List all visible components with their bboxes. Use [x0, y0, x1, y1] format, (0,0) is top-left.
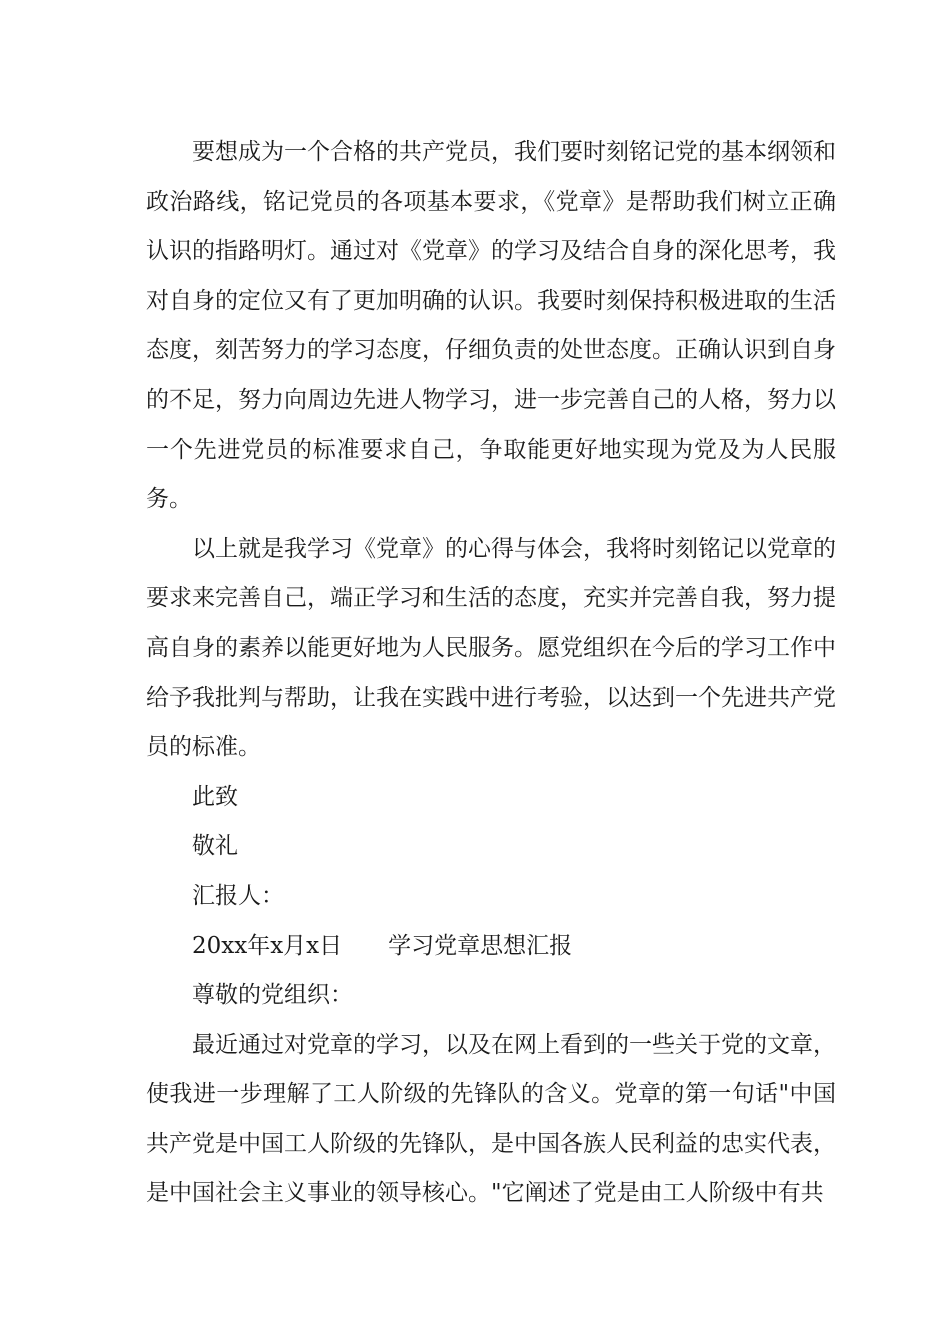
- greeting-text: 尊敬的党组织：: [192, 982, 353, 1009]
- reporter-label: 汇报人：: [192, 882, 284, 909]
- closing-text: 此致: [192, 783, 238, 810]
- document-body: [146, 128, 836, 1219]
- body-paragraph-1: 要想成为一个合格的共产党员，我们要时刻铭记党的基本纲领和政治路线，铭记党员的各项基本要求，《党章》是帮助我们树立正确认识的指路明灯。通过对《党章》的学习及结合自身的深化思考，我对自身的定位又有了更加明确的认识。我要时刻保持积极进取的生活态度，刻苦努力的学习态度，仔细负责的处世态度。正确认识到自身的不足，努力向周边先进人物学习，进一步完善自己的人格，努力以一个先进党员的标准要求自己，争取能更好地实现为党及为人民服务。: [146, 139, 836, 513]
- date-title-line: [146, 922, 836, 972]
- report-date: 20xx年x月x日: [192, 932, 343, 959]
- body-paragraph-2: 以上就是我学习《党章》的心得与体会，我将时刻铭记以党章的要求来完善自己，端正学习和生活的态度，充实并完善自我，努力提高自身的素养以能更好地为人民服务。愿党组织在今后的学习工作中给予我批判与帮助，让我在实践中进行考验，以达到一个先进共产党员的标准。: [146, 535, 836, 761]
- next-report-title: 学习党章思想汇报: [388, 932, 573, 959]
- body-paragraph-3: 最近通过对党章的学习，以及在网上看到的一些关于党的文章，使我进一步理解了工人阶级的先锋队的含义。党章的第一句话"中国共产党是中国工人阶级的先锋队，是中国各族人民利益的忠实代表，是中国社会主义事业的领导核心。"它阐述了党是由工人阶级中有共: [146, 1031, 836, 1207]
- salute-text: 敬礼: [192, 833, 238, 860]
